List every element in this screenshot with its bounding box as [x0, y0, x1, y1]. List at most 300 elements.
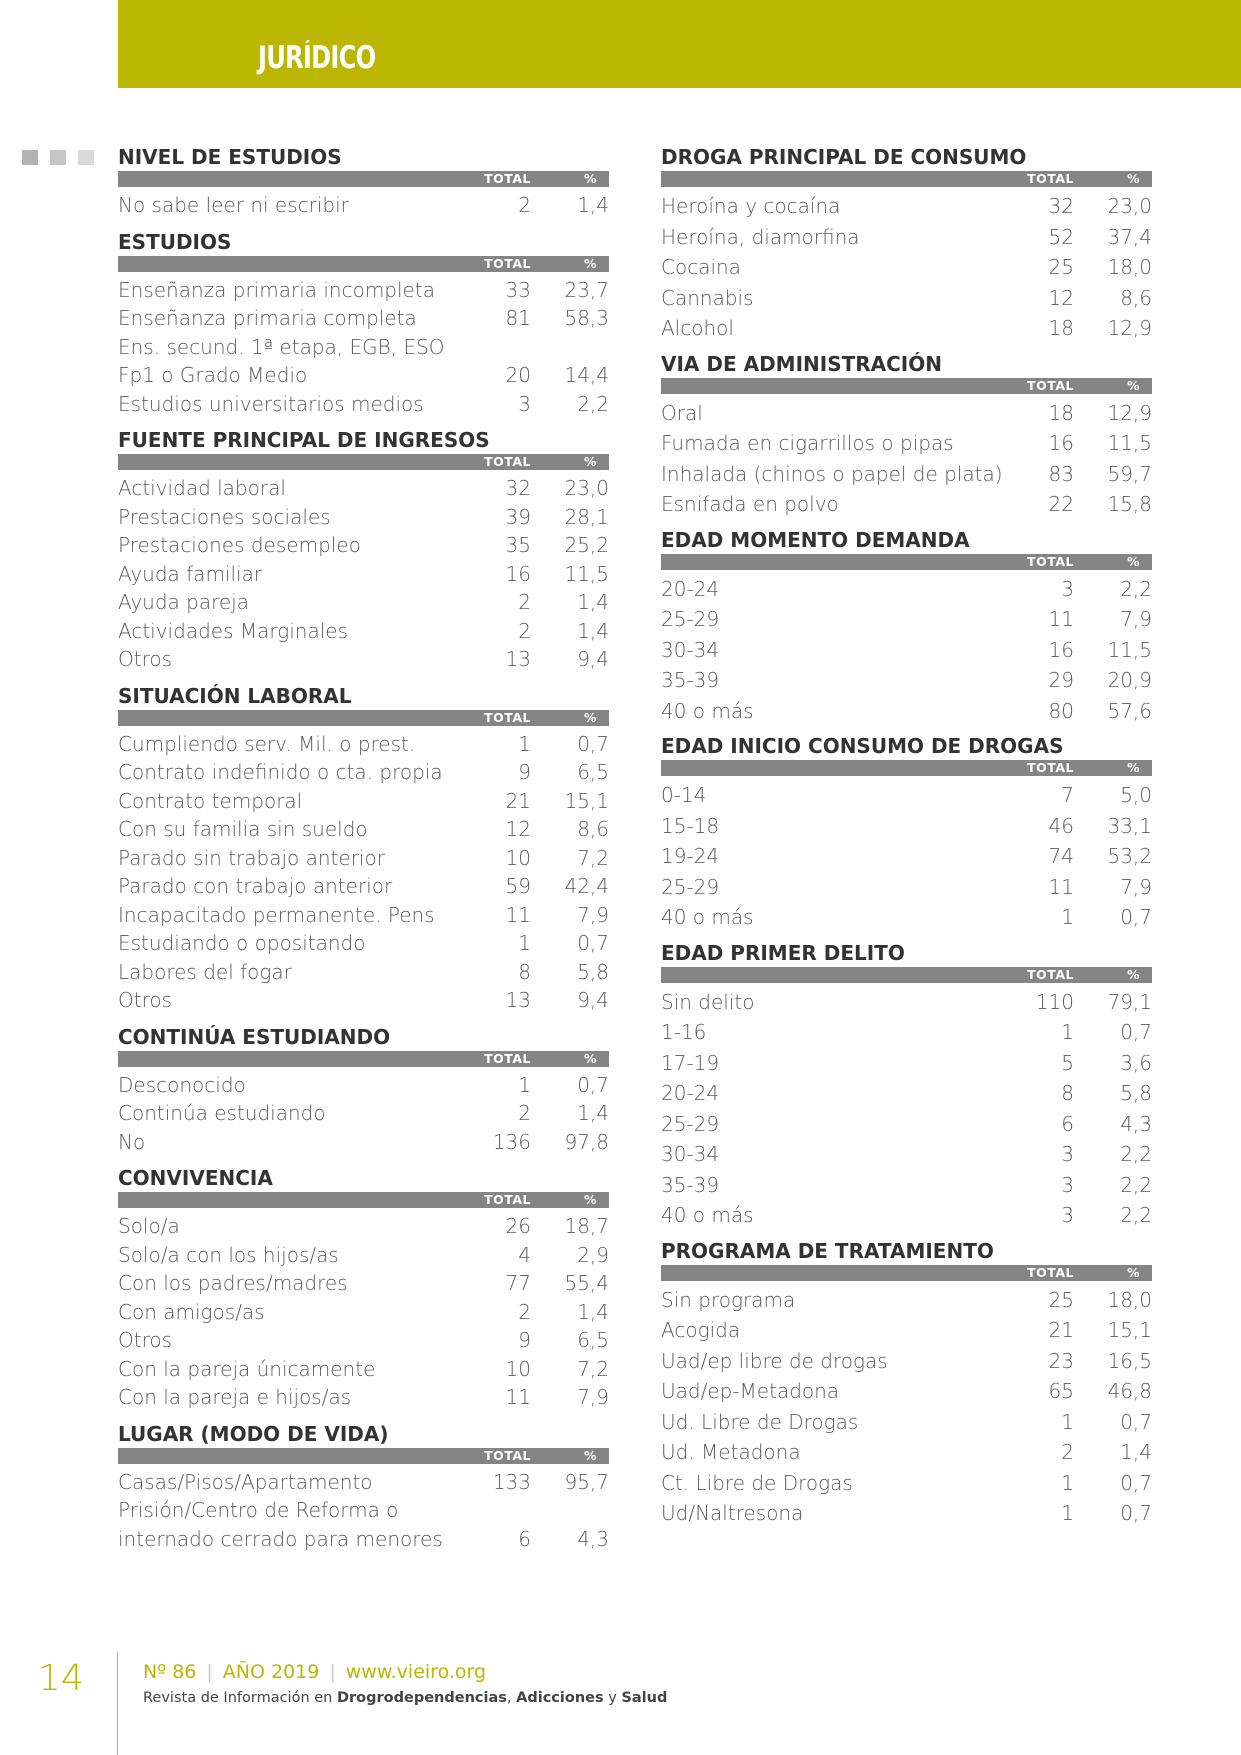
- data-table: [118, 1420, 609, 1554]
- row-total: 59: [505, 874, 531, 898]
- row-total: 1: [1061, 1470, 1074, 1495]
- row-total: 12: [505, 817, 531, 841]
- table-row: [118, 474, 609, 503]
- row-label: Oral: [661, 400, 703, 425]
- table-row: [118, 844, 609, 873]
- row-percent: 0,7: [1120, 1501, 1152, 1525]
- row-total: 1: [1061, 1020, 1074, 1044]
- row-percent: 79,1: [1107, 989, 1152, 1014]
- table-row: [118, 1099, 609, 1128]
- table-title: CONVIVENCIA: [118, 1166, 273, 1190]
- table-header: [118, 454, 609, 470]
- table-row: [661, 574, 1152, 605]
- issue-number: Nº 86: [143, 1661, 197, 1683]
- table-header: [118, 710, 609, 726]
- row-total: 5: [1061, 1050, 1074, 1075]
- row-total: 21: [505, 788, 531, 813]
- table-row: [661, 283, 1152, 314]
- table-body: [118, 187, 609, 220]
- row-total: 6: [518, 1526, 531, 1551]
- row-label: Prestaciones sociales: [118, 504, 331, 529]
- table-row: [118, 333, 609, 362]
- row-label: 1-16: [661, 1020, 707, 1044]
- row-percent: 15,8: [1107, 492, 1152, 516]
- row-label: Ud/Naltresona: [661, 1501, 804, 1525]
- row-label: Ud. Libre de Drogas: [661, 1409, 859, 1434]
- row-percent: 37,4: [1107, 224, 1152, 249]
- row-total: 7: [1061, 783, 1074, 807]
- row-total: 8: [1061, 1081, 1074, 1105]
- table-body: [661, 983, 1152, 1231]
- percent-column-header: %: [583, 1447, 597, 1463]
- table-body: [661, 187, 1152, 344]
- row-total: 136: [492, 1129, 531, 1154]
- total-column-header: TOTAL: [484, 1192, 531, 1207]
- table-row: [118, 503, 609, 532]
- row-percent: 25,2: [564, 533, 609, 557]
- row-percent: 11,5: [1107, 637, 1152, 662]
- row-total: 10: [505, 1356, 531, 1381]
- row-percent: 1,4: [577, 1101, 609, 1125]
- row-total: 16: [1048, 637, 1074, 662]
- table-row: [118, 1071, 609, 1100]
- row-label: Prisión/Centro de Reforma o: [118, 1498, 399, 1522]
- table-title: LUGAR (MODO DE VIDA): [118, 1421, 389, 1446]
- table-header: [661, 554, 1152, 570]
- row-total: 3: [1061, 1142, 1074, 1166]
- row-label: 20-24: [661, 1081, 720, 1105]
- table-row: [118, 588, 609, 617]
- row-percent: 11,5: [564, 561, 609, 586]
- table-row: [661, 811, 1152, 842]
- row-total: 25: [1048, 255, 1074, 279]
- tagline-text: Revista de Información en: [143, 1690, 337, 1706]
- data-table: [118, 228, 609, 419]
- percent-column-header: %: [1126, 1264, 1140, 1280]
- tagline-text: ,: [506, 1690, 517, 1706]
- percent-column-header: %: [1126, 760, 1140, 775]
- row-total: 9: [518, 1328, 531, 1352]
- total-column-header: TOTAL: [484, 255, 531, 271]
- square-icon: [78, 150, 94, 165]
- row-total: 11: [505, 902, 531, 927]
- row-percent: 1,4: [577, 590, 609, 614]
- row-total: 12: [1048, 285, 1074, 310]
- row-total: 65: [1048, 1379, 1074, 1403]
- table-row: [661, 1017, 1152, 1048]
- table-row: [661, 635, 1152, 666]
- row-label: Casas/Pisos/Apartamento: [118, 1469, 373, 1494]
- row-label: Fp1 o Grado Medio: [118, 363, 308, 387]
- percent-column-header: %: [583, 255, 597, 271]
- row-total: 32: [505, 476, 531, 500]
- row-label: Labores del fogar: [118, 959, 292, 984]
- table-row: [118, 390, 609, 419]
- row-label: No sabe leer ni escribir: [118, 193, 349, 217]
- row-label: 25-29: [661, 1111, 720, 1136]
- row-total: 3: [1061, 576, 1074, 601]
- row-total: 52: [1048, 224, 1074, 249]
- row-percent: 14,4: [564, 363, 609, 387]
- table-row: [118, 191, 609, 220]
- percent-column-header: %: [1126, 171, 1140, 186]
- row-percent: 0,7: [577, 731, 609, 756]
- row-label: Heroína y cocaína: [661, 194, 841, 218]
- row-label: 25-29: [661, 607, 720, 631]
- table-row: [118, 1326, 609, 1355]
- row-percent: 15,1: [1107, 1318, 1152, 1342]
- row-label: Alcohol: [661, 316, 734, 340]
- table-title: DROGA PRINCIPAL DE CONSUMO: [661, 145, 1027, 169]
- row-label: Parado con trabajo anterior: [118, 874, 393, 898]
- row-percent: 4,3: [577, 1526, 609, 1551]
- table-row: [661, 398, 1152, 429]
- table-header: [661, 760, 1152, 776]
- total-column-header: TOTAL: [1027, 377, 1074, 393]
- data-table: [661, 526, 1152, 727]
- left-column: [118, 143, 609, 1561]
- row-total: 81: [505, 306, 531, 330]
- data-table: [661, 143, 1152, 344]
- data-table: [661, 1237, 1152, 1529]
- table-row: [118, 645, 609, 674]
- row-label: Ayuda familiar: [118, 561, 263, 586]
- row-total: 80: [1048, 698, 1074, 723]
- row-total: 16: [1048, 431, 1074, 455]
- row-percent: 15,1: [564, 788, 609, 813]
- row-percent: 0,7: [577, 931, 609, 955]
- row-label: Estudiando o opositando: [118, 931, 366, 955]
- table-row: [118, 958, 609, 987]
- section-title-banner: JURÍDICO: [258, 40, 376, 76]
- row-percent: 5,0: [1120, 783, 1152, 807]
- row-percent: 0,7: [1120, 1470, 1152, 1495]
- table-body: [661, 570, 1152, 727]
- total-column-header: TOTAL: [1027, 1264, 1074, 1280]
- row-label: Inhalada (chinos o papel de plata): [661, 461, 1003, 486]
- row-total: 1: [1061, 1501, 1074, 1525]
- table-row: [118, 1496, 609, 1553]
- row-label: Enseñanza primaria incompleta: [118, 277, 435, 302]
- square-icon: [22, 150, 38, 165]
- row-label: Parado sin trabajo anterior: [118, 845, 385, 870]
- row-percent: 7,2: [577, 1356, 609, 1381]
- row-label: Prestaciones desempleo: [118, 533, 361, 557]
- row-percent: 5,8: [1120, 1081, 1152, 1105]
- tagline-bold: Salud: [621, 1690, 668, 1706]
- row-label: Cocaina: [661, 255, 741, 279]
- row-total: 3: [518, 391, 531, 416]
- row-label: Heroína, diamorfina: [661, 224, 860, 249]
- table-title: EDAD INICIO CONSUMO DE DROGAS: [661, 734, 1064, 758]
- table-row: [661, 604, 1152, 635]
- table-row: [118, 1468, 609, 1497]
- row-total: 3: [1061, 1203, 1074, 1227]
- row-label: Contrato temporal: [118, 788, 303, 813]
- table-row: [118, 730, 609, 759]
- row-label: Uad/ep libre de drogas: [661, 1348, 888, 1373]
- row-total: 46: [1048, 813, 1074, 838]
- row-percent: 7,9: [577, 902, 609, 927]
- table-row: [118, 1128, 609, 1157]
- issue-year: AÑO 2019: [222, 1661, 320, 1683]
- row-total: 8: [518, 959, 531, 984]
- row-total: 20: [505, 363, 531, 387]
- row-percent: 42,4: [564, 874, 609, 898]
- row-total: 2: [518, 1101, 531, 1125]
- row-total: 2: [518, 193, 531, 217]
- data-table: [661, 732, 1152, 933]
- row-percent: 28,1: [564, 504, 609, 529]
- table-row: [118, 901, 609, 930]
- row-total: 1: [1061, 905, 1074, 929]
- row-percent: 0,7: [1120, 905, 1152, 929]
- row-total: 2: [518, 1299, 531, 1324]
- table-row: [118, 1355, 609, 1384]
- row-label: Ens. secund. 1ª etapa, EGB, ESO: [118, 334, 445, 359]
- row-total: 1: [518, 931, 531, 955]
- row-percent: 12,9: [1107, 400, 1152, 425]
- row-percent: 2,9: [577, 1242, 609, 1267]
- table-body: [118, 470, 609, 674]
- row-total: 10: [505, 845, 531, 870]
- row-label: Solo/a: [118, 1214, 180, 1238]
- table-body: [661, 776, 1152, 933]
- row-label: 30-34: [661, 637, 720, 662]
- table-row: [118, 617, 609, 646]
- table-row: [661, 252, 1152, 283]
- row-percent: 2,2: [577, 391, 609, 416]
- row-percent: 7,2: [577, 845, 609, 870]
- total-column-header: TOTAL: [1027, 171, 1074, 186]
- table-title: FUENTE PRINCIPAL DE INGRESOS: [118, 428, 490, 452]
- page-number: 14: [38, 1658, 84, 1699]
- row-percent: 18,0: [1107, 255, 1152, 279]
- row-label: 20-24: [661, 576, 720, 601]
- table-row: [661, 780, 1152, 811]
- table-row: [118, 872, 609, 901]
- footer-tagline: [143, 1690, 667, 1706]
- row-percent: 18,0: [1107, 1287, 1152, 1312]
- row-percent: 11,5: [1107, 431, 1152, 455]
- table-row: [118, 276, 609, 305]
- table-row: [661, 1170, 1152, 1201]
- table-title: ESTUDIOS: [118, 229, 232, 254]
- row-label: Otros: [118, 647, 173, 671]
- table-header: [661, 1265, 1152, 1281]
- row-label: 15-18: [661, 813, 720, 838]
- percent-column-header: %: [583, 454, 597, 469]
- row-label: Con los padres/madres: [118, 1271, 348, 1295]
- table-row: [118, 1212, 609, 1241]
- row-total: 13: [505, 988, 531, 1012]
- table-row: [661, 696, 1152, 727]
- row-label: Uad/ep-Metadona: [661, 1379, 840, 1403]
- row-percent: 23,0: [564, 476, 609, 500]
- row-label: Desconocido: [118, 1072, 246, 1097]
- row-percent: 12,9: [1107, 316, 1152, 340]
- row-label: Esnifada en polvo: [661, 492, 839, 516]
- percent-column-header: %: [583, 709, 597, 725]
- row-percent: 0,7: [577, 1072, 609, 1097]
- table-row: [661, 1109, 1152, 1140]
- right-column: [661, 143, 1152, 1535]
- table-row: [661, 665, 1152, 696]
- table-title: SITUACIÓN LABORAL: [118, 683, 352, 708]
- table-row: [661, 1315, 1152, 1346]
- row-label: 25-29: [661, 874, 720, 899]
- table-row: [118, 1383, 609, 1412]
- table-row: [661, 902, 1152, 933]
- row-total: 16: [505, 561, 531, 586]
- row-label: Sin programa: [661, 1287, 796, 1312]
- table-title: EDAD MOMENTO DEMANDA: [661, 527, 970, 552]
- row-total: 11: [1048, 874, 1074, 899]
- row-total: 32: [1048, 194, 1074, 218]
- row-total: 13: [505, 647, 531, 671]
- table-row: [661, 1048, 1152, 1079]
- table-row: [661, 1498, 1152, 1529]
- percent-column-header: %: [1126, 553, 1140, 569]
- row-percent: 0,7: [1120, 1020, 1152, 1044]
- row-total: 23: [1048, 1348, 1074, 1373]
- data-table: [661, 350, 1152, 520]
- row-percent: 9,4: [577, 988, 609, 1012]
- row-percent: 0,7: [1120, 1409, 1152, 1434]
- row-label: 40 o más: [661, 1203, 754, 1227]
- percent-column-header: %: [583, 1050, 597, 1066]
- total-column-header: TOTAL: [1027, 760, 1074, 775]
- percent-column-header: %: [1126, 966, 1140, 982]
- row-label: 30-34: [661, 1142, 720, 1166]
- row-percent: 53,2: [1107, 844, 1152, 868]
- row-total: 1: [518, 1072, 531, 1097]
- row-total: 33: [505, 277, 531, 302]
- tagline-bold: Adicciones: [516, 1690, 604, 1706]
- row-label: Sin delito: [661, 989, 755, 1014]
- row-total: 110: [1035, 989, 1074, 1014]
- square-icon: [50, 150, 66, 165]
- row-total: 18: [1048, 316, 1074, 340]
- percent-column-header: %: [583, 1192, 597, 1207]
- row-label: 35-39: [661, 668, 720, 692]
- table-header: [118, 1051, 609, 1067]
- row-total: 77: [505, 1271, 531, 1295]
- table-body: [118, 1208, 609, 1412]
- row-total: 1: [1061, 1409, 1074, 1434]
- table-row: [661, 841, 1152, 872]
- row-percent: 58,3: [564, 306, 609, 330]
- table-row: [661, 313, 1152, 344]
- row-percent: 1,4: [577, 1299, 609, 1324]
- row-percent: 16,5: [1107, 1348, 1152, 1373]
- tagline-bold: Drogrodependencias: [336, 1690, 507, 1706]
- table-row: [661, 987, 1152, 1018]
- table-row: [661, 1376, 1152, 1407]
- table-header: [661, 171, 1152, 187]
- row-percent: 46,8: [1107, 1379, 1152, 1403]
- row-percent: 9,4: [577, 647, 609, 671]
- row-percent: 2,2: [1120, 1142, 1152, 1166]
- footer-issue-line: Nº 86 | AÑO 2019 | www.vieiro.org: [143, 1661, 487, 1683]
- row-label: Cannabis: [661, 285, 754, 310]
- table-title: PROGRAMA DE TRATAMIENTO: [661, 1238, 994, 1263]
- website-link[interactable]: www.vieiro.org: [345, 1661, 487, 1683]
- row-percent: 3,6: [1120, 1050, 1152, 1075]
- table-body: [661, 1281, 1152, 1529]
- table-body: [118, 272, 609, 419]
- row-label: Ct. Libre de Drogas: [661, 1470, 853, 1495]
- row-total: 2: [518, 590, 531, 614]
- row-total: 1: [518, 731, 531, 756]
- table-row: [661, 459, 1152, 490]
- table-row: [118, 787, 609, 816]
- row-label: Estudios universitarios medios: [118, 391, 424, 416]
- row-percent: 23,0: [1107, 194, 1152, 218]
- row-percent: 1,4: [577, 193, 609, 217]
- data-table: [118, 1023, 609, 1157]
- row-label: Acogida: [661, 1318, 741, 1342]
- data-table: [661, 939, 1152, 1231]
- row-percent: 23,7: [564, 277, 609, 302]
- row-total: 83: [1048, 461, 1074, 486]
- row-label: 40 o más: [661, 905, 754, 929]
- row-total: 9: [518, 760, 531, 784]
- table-header: [118, 1448, 609, 1464]
- row-total: 2: [518, 618, 531, 643]
- row-label: Solo/a con los hijos/as: [118, 1242, 339, 1267]
- table-row: [118, 1298, 609, 1327]
- row-percent: 6,5: [577, 1328, 609, 1352]
- table-row: [118, 929, 609, 958]
- data-table: [118, 682, 609, 1015]
- row-label: Enseñanza primaria completa: [118, 306, 417, 330]
- table-title: NIVEL DE ESTUDIOS: [118, 145, 342, 169]
- row-total: 29: [1048, 668, 1074, 692]
- row-total: 6: [1061, 1111, 1074, 1136]
- row-percent: 5,8: [577, 959, 609, 984]
- row-percent: 1,4: [577, 618, 609, 643]
- row-percent: 8,6: [1120, 285, 1152, 310]
- tagline-text: y: [603, 1690, 622, 1706]
- row-percent: 59,7: [1107, 461, 1152, 486]
- row-label: 35-39: [661, 1172, 720, 1197]
- row-total: 133: [492, 1469, 531, 1494]
- table-header: [661, 378, 1152, 394]
- row-label: Otros: [118, 1328, 173, 1352]
- row-label: Otros: [118, 988, 173, 1012]
- row-label: Continúa estudiando: [118, 1101, 326, 1125]
- row-total: 25: [1048, 1287, 1074, 1312]
- row-percent: 7,9: [1120, 874, 1152, 899]
- table-body: [118, 1067, 609, 1157]
- table-row: [118, 531, 609, 560]
- table-row: [118, 361, 609, 390]
- table-row: [118, 1269, 609, 1298]
- row-label: 17-19: [661, 1050, 720, 1075]
- total-column-header: TOTAL: [484, 454, 531, 469]
- row-label: Con amigos/as: [118, 1299, 265, 1324]
- table-title: CONTINÚA ESTUDIANDO: [118, 1024, 391, 1049]
- table-row: [118, 1241, 609, 1270]
- table-title: VIA DE ADMINISTRACIÓN: [661, 351, 942, 376]
- row-percent: 6,5: [577, 760, 609, 784]
- table-row: [118, 986, 609, 1015]
- table-row: [661, 1285, 1152, 1316]
- row-label: Cumpliendo serv. Mil. o prest.: [118, 731, 416, 756]
- total-column-header: TOTAL: [484, 709, 531, 725]
- row-total: 21: [1048, 1318, 1074, 1342]
